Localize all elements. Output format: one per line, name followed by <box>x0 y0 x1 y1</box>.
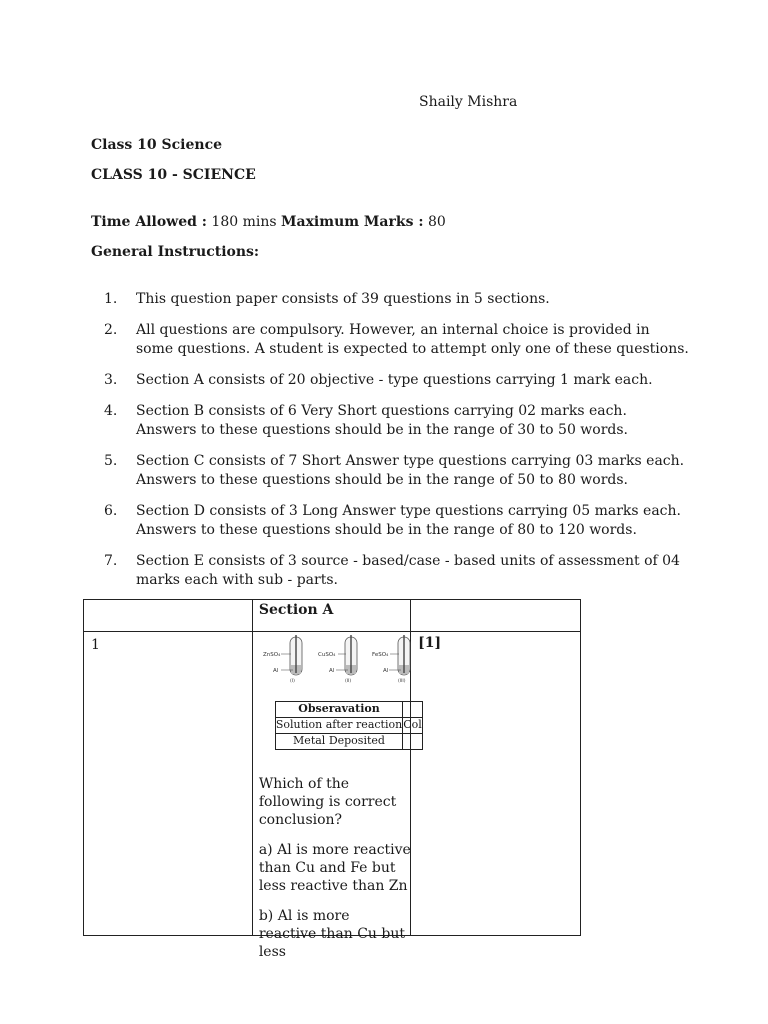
question-cell <box>252 632 422 960</box>
observation-header-row <box>275 702 422 718</box>
section-a-label: Section A <box>258 602 334 618</box>
header-cell-empty <box>411 600 581 632</box>
instruction-number: 7. <box>104 553 118 569</box>
tube-3-solution-label: FeSO₄ <box>371 652 389 658</box>
instruction-number: 3. <box>104 372 118 388</box>
instruction-text: All questions are compulsory. However, an internal choice is provided in some questions. A student is expected to attempt only one of these questions. <box>136 322 689 357</box>
tube-1-solution-label: ZnSO₄ <box>262 652 281 658</box>
time-marks-line <box>91 214 446 230</box>
observation-cell <box>403 734 423 750</box>
observation-table <box>275 701 423 750</box>
tube-2-solution-label: CuSO₄ <box>317 652 336 658</box>
instruction-text: Section A consists of 20 objective - type questions carrying 1 mark each. <box>136 372 653 388</box>
observation-row <box>275 734 422 750</box>
tube-3-number: (III) <box>397 679 406 684</box>
instruction-text: Section D consists of 3 Long Answer type questions carrying 05 marks each. Answers to these questions should be in the range of 80 to 120 words. <box>136 503 681 538</box>
instruction-text: Section B consists of 6 Very Short questions carrying 02 marks each. Answers to these questions should be in the range of 30 to 50 words. <box>136 403 628 438</box>
author-name: Shaily Mishra <box>419 94 518 110</box>
instruction-number: 1. <box>104 291 118 307</box>
section-header-cell <box>252 600 410 632</box>
question-text-block <box>259 775 411 973</box>
instruction-item <box>91 371 691 390</box>
header-cell-empty <box>84 600 253 632</box>
instruction-item <box>91 402 691 440</box>
document-title: Class 10 Science <box>91 137 222 153</box>
instruction-item <box>91 290 691 309</box>
observation-cell: Col <box>403 718 423 734</box>
instruction-number: 6. <box>104 503 118 519</box>
general-instructions-heading: General Instructions: <box>91 244 260 260</box>
observation-label: Metal Deposited <box>275 734 402 750</box>
instruction-number: 5. <box>104 453 118 469</box>
instruction-text: Section C consists of 7 Short Answer type questions carrying 03 marks each. Answers to these questions should be in the range of 50 to 80 words. <box>136 453 685 488</box>
time-value: 180 mins <box>211 214 277 230</box>
question-table <box>83 599 581 960</box>
observation-cell <box>403 702 423 718</box>
tube-2-metal-label: Al <box>328 668 335 674</box>
marks-value: 80 <box>427 214 446 230</box>
instruction-item <box>91 321 691 359</box>
observation-header: Obseravation <box>275 702 402 718</box>
instruction-item <box>91 452 691 490</box>
question-number: 1 <box>84 632 253 936</box>
marks-cell: [1] <box>411 632 581 936</box>
option-a: a) Al is more reactive than Cu and Fe but less reactive than Zn <box>258 842 411 894</box>
time-label: Time Allowed : <box>91 214 207 230</box>
option-b: b) Al is more reactive than Cu but less <box>258 908 405 960</box>
test-tubes-figure <box>263 635 417 683</box>
question-text: Which of the following is correct conclusion? <box>258 776 397 828</box>
instructions-list <box>91 290 691 602</box>
instruction-number: 4. <box>104 403 118 419</box>
instruction-text: Section E consists of 3 source - based/case - based units of assessment of 04 marks each with sub - parts. <box>136 553 680 588</box>
observation-label: Solution after reaction <box>275 718 402 734</box>
tube-2-number: (II) <box>344 679 351 684</box>
marks-label: Maximum Marks : <box>281 214 424 230</box>
table-header-row <box>84 600 581 632</box>
tube-1-metal-label: Al <box>272 668 279 674</box>
instruction-item <box>91 552 691 590</box>
instruction-number: 2. <box>104 322 118 338</box>
table-row <box>84 632 581 936</box>
tube-1-number: (I) <box>289 679 295 684</box>
instruction-text: This question paper consists of 39 questions in 5 sections. <box>136 291 550 307</box>
instruction-item <box>91 502 691 540</box>
observation-row <box>275 718 422 734</box>
paper-title: CLASS 10 - SCIENCE <box>91 167 256 183</box>
tube-3-metal-label: Al <box>382 668 389 674</box>
